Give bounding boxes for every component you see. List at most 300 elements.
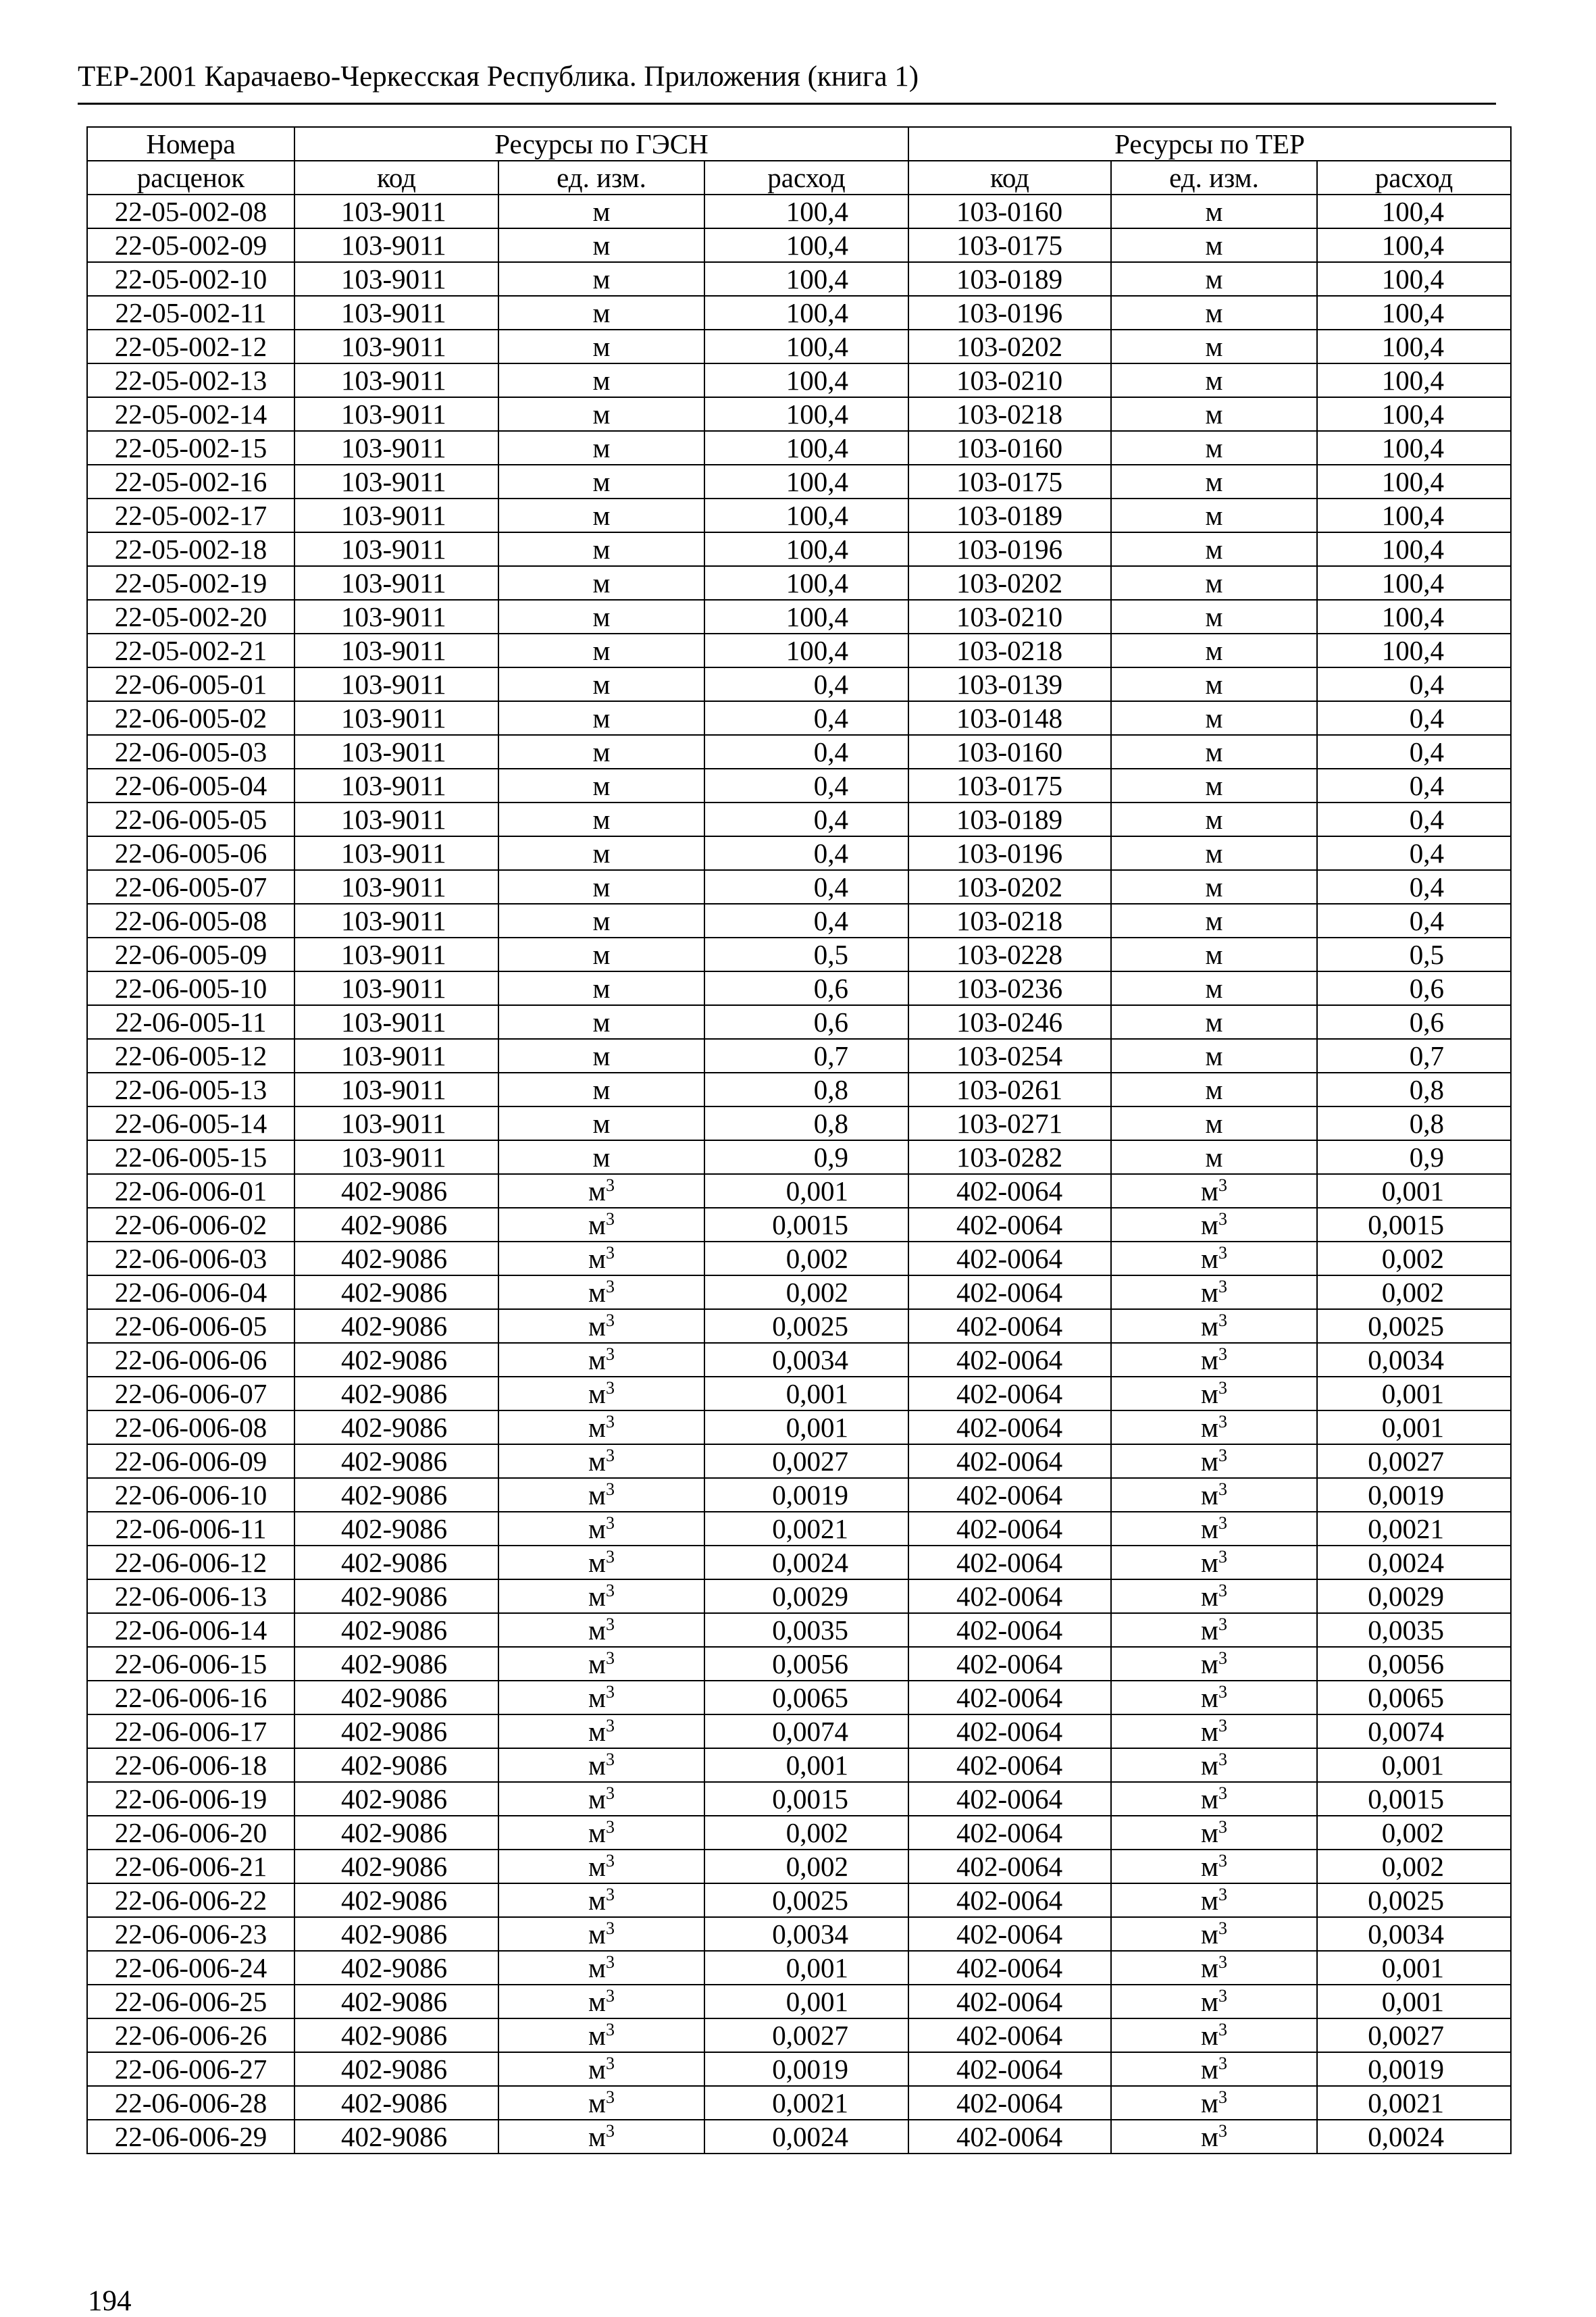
cell-ter-unit: $м^3$ [1111, 1208, 1317, 1242]
cell-rate-number: 22-06-005-10 [87, 971, 294, 1005]
table-row [87, 532, 1511, 566]
cell-gesn-amount: 100,4 [704, 600, 908, 634]
cell-gesn-code: 402-9086 [294, 1681, 498, 1714]
cell-ter-code: 103-0160 [908, 431, 1111, 465]
cell-ter-amount: 0,002 [1317, 1242, 1511, 1275]
table-row [87, 1208, 1511, 1242]
table-row [87, 1512, 1511, 1546]
cell-ter-amount: 0,0019 [1317, 1478, 1511, 1512]
cell-ter-amount: 0,001 [1317, 1174, 1511, 1208]
cell-ter-unit: м [1111, 397, 1317, 431]
cell-gesn-code: 402-9086 [294, 1951, 498, 1985]
cell-gesn-unit: $м^3$ [498, 1850, 704, 1883]
cell-gesn-code: 103-9011 [294, 836, 498, 870]
cell-gesn-unit: м [498, 701, 704, 735]
cell-rate-number: 22-06-006-01 [87, 1174, 294, 1208]
cell-gesn-unit: $м^3$ [498, 1208, 704, 1242]
table-row [87, 2120, 1511, 2154]
cell-gesn-unit: м [498, 228, 704, 262]
cell-ter-unit: $м^3$ [1111, 1647, 1317, 1681]
cell-gesn-amount: 0,4 [704, 769, 908, 803]
cell-gesn-code: 402-9086 [294, 1174, 498, 1208]
cell-ter-amount: 0,002 [1317, 1850, 1511, 1883]
cell-ter-unit: м [1111, 330, 1317, 363]
cell-ter-unit: м [1111, 667, 1317, 701]
cell-ter-unit: м [1111, 499, 1317, 532]
cell-rate-number: 22-06-006-23 [87, 1917, 294, 1951]
cell-gesn-code: 103-9011 [294, 431, 498, 465]
header-numbers: Номера [87, 127, 294, 161]
cell-gesn-code: 103-9011 [294, 1106, 498, 1140]
cell-ter-code: 103-0246 [908, 1005, 1111, 1039]
cell-ter-amount: 0,8 [1317, 1073, 1511, 1106]
cell-gesn-unit: м [498, 566, 704, 600]
cell-ter-code: 103-0175 [908, 228, 1111, 262]
cell-rate-number: 22-06-006-12 [87, 1546, 294, 1579]
cell-ter-code: 402-0064 [908, 1850, 1111, 1883]
cell-ter-unit: $м^3$ [1111, 1512, 1317, 1546]
table-row [87, 1174, 1511, 1208]
cell-gesn-unit: м [498, 363, 704, 397]
cell-rate-number: 22-06-006-08 [87, 1410, 294, 1444]
cell-ter-unit: м [1111, 870, 1317, 904]
cell-gesn-code: 103-9011 [294, 566, 498, 600]
table-row [87, 195, 1511, 228]
cell-ter-unit: $м^3$ [1111, 2120, 1317, 2154]
cell-ter-code: 103-0202 [908, 870, 1111, 904]
table-row [87, 1714, 1511, 1748]
cell-ter-code: 402-0064 [908, 1951, 1111, 1985]
cell-rate-number: 22-05-002-14 [87, 397, 294, 431]
cell-gesn-unit: $м^3$ [498, 2052, 704, 2086]
table-row [87, 904, 1511, 938]
cell-gesn-amount: 100,4 [704, 195, 908, 228]
header-ter-resources: Ресурсы по ТЕР [908, 127, 1511, 161]
cell-gesn-unit: м [498, 1039, 704, 1073]
cell-ter-code: 402-0064 [908, 1714, 1111, 1748]
table-row [87, 330, 1511, 363]
cell-ter-unit: $м^3$ [1111, 1444, 1317, 1478]
cell-rate-number: 22-06-006-07 [87, 1377, 294, 1410]
cell-gesn-code: 402-9086 [294, 1275, 498, 1309]
cell-gesn-unit: $м^3$ [498, 1242, 704, 1275]
cell-rate-number: 22-06-005-14 [87, 1106, 294, 1140]
cell-gesn-amount: 0,0025 [704, 1883, 908, 1917]
table-row [87, 566, 1511, 600]
cell-ter-amount: 0,0035 [1317, 1613, 1511, 1647]
cell-ter-amount: 0,0025 [1317, 1309, 1511, 1343]
cell-gesn-code: 402-9086 [294, 1985, 498, 2018]
cell-gesn-unit: м [498, 735, 704, 769]
cell-ter-amount: 100,4 [1317, 363, 1511, 397]
cell-ter-amount: 0,4 [1317, 701, 1511, 735]
cell-gesn-unit: м [498, 532, 704, 566]
cell-ter-code: 402-0064 [908, 1816, 1111, 1850]
cell-gesn-code: 103-9011 [294, 971, 498, 1005]
cell-gesn-amount: 0,002 [704, 1816, 908, 1850]
header-rates: расценок [87, 161, 294, 195]
cell-ter-amount: 0,0024 [1317, 2120, 1511, 2154]
cell-gesn-unit: $м^3$ [498, 1714, 704, 1748]
cell-gesn-code: 103-9011 [294, 904, 498, 938]
cell-gesn-code: 103-9011 [294, 803, 498, 836]
table-row [87, 600, 1511, 634]
header-gesn-amount: расход [704, 161, 908, 195]
cell-ter-code: 103-0271 [908, 1106, 1111, 1140]
cell-ter-amount: 0,5 [1317, 938, 1511, 971]
cell-gesn-code: 103-9011 [294, 1073, 498, 1106]
cell-gesn-amount: 100,4 [704, 228, 908, 262]
cell-gesn-unit: $м^3$ [498, 1917, 704, 1951]
cell-gesn-amount: 100,4 [704, 397, 908, 431]
cell-gesn-amount: 100,4 [704, 431, 908, 465]
cell-rate-number: 22-06-005-12 [87, 1039, 294, 1073]
cell-gesn-code: 103-9011 [294, 769, 498, 803]
cell-ter-unit: $м^3$ [1111, 1343, 1317, 1377]
cell-gesn-unit: $м^3$ [498, 2086, 704, 2120]
cell-ter-unit: $м^3$ [1111, 1613, 1317, 1647]
cell-ter-amount: 0,4 [1317, 735, 1511, 769]
table-row [87, 1343, 1511, 1377]
cell-gesn-unit: $м^3$ [498, 1748, 704, 1782]
cell-gesn-code: 103-9011 [294, 228, 498, 262]
cell-rate-number: 22-06-006-10 [87, 1478, 294, 1512]
cell-gesn-unit: м [498, 803, 704, 836]
cell-gesn-code: 103-9011 [294, 397, 498, 431]
cell-gesn-unit: м [498, 938, 704, 971]
cell-ter-code: 402-0064 [908, 1410, 1111, 1444]
cell-gesn-unit: $м^3$ [498, 1681, 704, 1714]
table-body [87, 195, 1511, 2154]
table-row [87, 1816, 1511, 1850]
cell-gesn-amount: 0,4 [704, 667, 908, 701]
cell-ter-unit: м [1111, 769, 1317, 803]
cell-rate-number: 22-05-002-19 [87, 566, 294, 600]
cell-gesn-code: 103-9011 [294, 735, 498, 769]
cell-ter-amount: 0,4 [1317, 904, 1511, 938]
table-row [87, 1681, 1511, 1714]
cell-gesn-code: 103-9011 [294, 499, 498, 532]
cell-ter-amount: 100,4 [1317, 499, 1511, 532]
cell-gesn-code: 402-9086 [294, 2086, 498, 2120]
cell-ter-code: 103-0196 [908, 836, 1111, 870]
cell-gesn-amount: 100,4 [704, 465, 908, 499]
cell-ter-unit: м [1111, 532, 1317, 566]
cell-ter-code: 402-0064 [908, 2086, 1111, 2120]
cell-gesn-amount: 0,9 [704, 1140, 908, 1174]
cell-ter-code: 103-0218 [908, 397, 1111, 431]
table-row [87, 1410, 1511, 1444]
cell-ter-unit: м [1111, 1140, 1317, 1174]
cell-ter-code: 103-0160 [908, 195, 1111, 228]
cell-ter-unit: $м^3$ [1111, 1174, 1317, 1208]
cell-ter-code: 103-0282 [908, 1140, 1111, 1174]
cell-gesn-amount: 0,0015 [704, 1782, 908, 1816]
cell-gesn-amount: 100,4 [704, 532, 908, 566]
cell-gesn-code: 402-9086 [294, 1309, 498, 1343]
cell-ter-unit: $м^3$ [1111, 1579, 1317, 1613]
cell-ter-code: 402-0064 [908, 1275, 1111, 1309]
cell-gesn-code: 402-9086 [294, 1850, 498, 1883]
cell-ter-unit: м [1111, 803, 1317, 836]
cell-ter-unit: м [1111, 971, 1317, 1005]
cell-ter-unit: $м^3$ [1111, 1985, 1317, 2018]
cell-rate-number: 22-06-006-11 [87, 1512, 294, 1546]
table-row [87, 1242, 1511, 1275]
cell-gesn-amount: 0,0021 [704, 1512, 908, 1546]
cell-ter-code: 402-0064 [908, 1242, 1111, 1275]
cell-ter-unit: м [1111, 363, 1317, 397]
cell-ter-code: 103-0148 [908, 701, 1111, 735]
cell-gesn-unit: м [498, 1073, 704, 1106]
cell-gesn-unit: м [498, 1140, 704, 1174]
cell-gesn-amount: 100,4 [704, 296, 908, 330]
cell-ter-unit: $м^3$ [1111, 2052, 1317, 2086]
table-row [87, 1782, 1511, 1816]
cell-ter-amount: 100,4 [1317, 262, 1511, 296]
table-row [87, 1309, 1511, 1343]
cell-ter-unit: $м^3$ [1111, 1275, 1317, 1309]
cell-ter-amount: 100,4 [1317, 465, 1511, 499]
table-row [87, 1850, 1511, 1883]
cell-rate-number: 22-05-002-13 [87, 363, 294, 397]
cell-rate-number: 22-05-002-08 [87, 195, 294, 228]
cell-ter-amount: 0,4 [1317, 803, 1511, 836]
cell-gesn-amount: 100,4 [704, 363, 908, 397]
table-row [87, 836, 1511, 870]
cell-ter-unit: м [1111, 904, 1317, 938]
cell-gesn-amount: 0,4 [704, 735, 908, 769]
cell-gesn-unit: м [498, 1106, 704, 1140]
cell-gesn-amount: 0,0035 [704, 1613, 908, 1647]
table-row [87, 735, 1511, 769]
table-row [87, 1951, 1511, 1985]
cell-ter-code: 402-0064 [908, 1343, 1111, 1377]
cell-ter-code: 402-0064 [908, 1444, 1111, 1478]
cell-ter-unit: $м^3$ [1111, 1883, 1317, 1917]
cell-gesn-code: 402-9086 [294, 1444, 498, 1478]
cell-ter-amount: 0,0027 [1317, 1444, 1511, 1478]
cell-gesn-unit: $м^3$ [498, 1579, 704, 1613]
cell-gesn-unit: м [498, 330, 704, 363]
cell-ter-code: 402-0064 [908, 1681, 1111, 1714]
cell-gesn-amount: 0,0019 [704, 2052, 908, 2086]
cell-ter-unit: $м^3$ [1111, 1242, 1317, 1275]
cell-gesn-code: 103-9011 [294, 701, 498, 735]
cell-gesn-unit: м [498, 634, 704, 667]
header-ter-amount: расход [1317, 161, 1511, 195]
header-ter-code: код [908, 161, 1111, 195]
table-row [87, 262, 1511, 296]
cell-gesn-code: 402-9086 [294, 2120, 498, 2154]
cell-rate-number: 22-05-002-20 [87, 600, 294, 634]
cell-ter-code: 103-0202 [908, 330, 1111, 363]
cell-gesn-code: 402-9086 [294, 1242, 498, 1275]
cell-gesn-unit: м [498, 870, 704, 904]
cell-gesn-unit: $м^3$ [498, 1377, 704, 1410]
cell-ter-amount: 100,4 [1317, 566, 1511, 600]
table-row [87, 2018, 1511, 2052]
cell-ter-code: 402-0064 [908, 1917, 1111, 1951]
cell-ter-code: 402-0064 [908, 1647, 1111, 1681]
cell-ter-code: 103-0196 [908, 532, 1111, 566]
table-row [87, 228, 1511, 262]
page-header-title: ТЕР-2001 Карачаево-Черкесская Республика. Приложения (книга 1) [78, 61, 919, 93]
cell-rate-number: 22-05-002-10 [87, 262, 294, 296]
cell-gesn-code: 402-9086 [294, 1546, 498, 1579]
header-gesn-unit: ед. изм. [498, 161, 704, 195]
cell-ter-unit: м [1111, 938, 1317, 971]
table-row [87, 634, 1511, 667]
cell-gesn-amount: 0,0021 [704, 2086, 908, 2120]
cell-gesn-unit: $м^3$ [498, 1309, 704, 1343]
cell-rate-number: 22-06-006-19 [87, 1782, 294, 1816]
cell-ter-unit: м [1111, 701, 1317, 735]
cell-ter-code: 103-0261 [908, 1073, 1111, 1106]
header-ter-unit: ед. изм. [1111, 161, 1317, 195]
cell-ter-code: 402-0064 [908, 2018, 1111, 2052]
cell-gesn-code: 402-9086 [294, 1343, 498, 1377]
cell-ter-amount: 0,0024 [1317, 1546, 1511, 1579]
cell-gesn-amount: 100,4 [704, 499, 908, 532]
cell-ter-unit: м [1111, 262, 1317, 296]
cell-ter-amount: 0,001 [1317, 1951, 1511, 1985]
cell-rate-number: 22-06-006-25 [87, 1985, 294, 2018]
cell-rate-number: 22-06-006-29 [87, 2120, 294, 2154]
cell-gesn-code: 103-9011 [294, 870, 498, 904]
cell-ter-amount: 0,0027 [1317, 2018, 1511, 2052]
cell-rate-number: 22-05-002-16 [87, 465, 294, 499]
cell-rate-number: 22-06-006-27 [87, 2052, 294, 2086]
cell-gesn-unit: $м^3$ [498, 1546, 704, 1579]
cell-gesn-code: 103-9011 [294, 1039, 498, 1073]
cell-gesn-amount: 0,0029 [704, 1579, 908, 1613]
cell-ter-amount: 100,4 [1317, 532, 1511, 566]
cell-gesn-code: 402-9086 [294, 2052, 498, 2086]
table-row [87, 1444, 1511, 1478]
cell-ter-unit: $м^3$ [1111, 1748, 1317, 1782]
cell-gesn-code: 402-9086 [294, 1816, 498, 1850]
cell-ter-unit: м [1111, 634, 1317, 667]
cell-rate-number: 22-06-006-21 [87, 1850, 294, 1883]
table-row [87, 1039, 1511, 1073]
cell-rate-number: 22-06-006-17 [87, 1714, 294, 1748]
cell-gesn-amount: 0,0027 [704, 1444, 908, 1478]
cell-gesn-code: 402-9086 [294, 1377, 498, 1410]
table-row [87, 363, 1511, 397]
cell-ter-unit: $м^3$ [1111, 2018, 1317, 2052]
cell-ter-code: 103-0189 [908, 803, 1111, 836]
cell-ter-amount: 0,0056 [1317, 1647, 1511, 1681]
cell-ter-amount: 0,0015 [1317, 1782, 1511, 1816]
cell-gesn-amount: 0,001 [704, 1410, 908, 1444]
cell-gesn-amount: 0,5 [704, 938, 908, 971]
table-row [87, 1985, 1511, 2018]
cell-ter-amount: 0,001 [1317, 1748, 1511, 1782]
cell-rate-number: 22-06-006-04 [87, 1275, 294, 1309]
cell-rate-number: 22-06-006-16 [87, 1681, 294, 1714]
cell-gesn-amount: 0,0024 [704, 2120, 908, 2154]
cell-rate-number: 22-06-005-09 [87, 938, 294, 971]
table-row [87, 1140, 1511, 1174]
cell-ter-code: 103-0210 [908, 600, 1111, 634]
cell-gesn-code: 103-9011 [294, 667, 498, 701]
cell-gesn-code: 402-9086 [294, 1478, 498, 1512]
cell-rate-number: 22-06-005-04 [87, 769, 294, 803]
cell-rate-number: 22-06-005-01 [87, 667, 294, 701]
table-row [87, 1005, 1511, 1039]
cell-ter-unit: $м^3$ [1111, 2086, 1317, 2120]
cell-ter-amount: 0,4 [1317, 769, 1511, 803]
cell-gesn-unit: м [498, 1005, 704, 1039]
cell-gesn-amount: 0,0015 [704, 1208, 908, 1242]
cell-rate-number: 22-06-006-05 [87, 1309, 294, 1343]
cell-gesn-amount: 0,8 [704, 1073, 908, 1106]
cell-ter-amount: 0,9 [1317, 1140, 1511, 1174]
table-group-header-row [87, 127, 1511, 161]
cell-gesn-code: 402-9086 [294, 1208, 498, 1242]
cell-gesn-code: 402-9086 [294, 1748, 498, 1782]
cell-gesn-amount: 0,001 [704, 1377, 908, 1410]
cell-gesn-code: 402-9086 [294, 1512, 498, 1546]
cell-gesn-unit: м [498, 499, 704, 532]
header-gesn-resources: Ресурсы по ГЭСН [294, 127, 908, 161]
cell-ter-amount: 0,4 [1317, 667, 1511, 701]
cell-gesn-unit: м [498, 971, 704, 1005]
cell-ter-amount: 100,4 [1317, 431, 1511, 465]
cell-ter-code: 103-0139 [908, 667, 1111, 701]
cell-gesn-amount: 0,0027 [704, 2018, 908, 2052]
cell-gesn-unit: м [498, 465, 704, 499]
page-number: 194 [88, 2285, 132, 2317]
cell-ter-amount: 0,0065 [1317, 1681, 1511, 1714]
cell-ter-amount: 0,002 [1317, 1275, 1511, 1309]
cell-ter-code: 103-0210 [908, 363, 1111, 397]
cell-rate-number: 22-05-002-17 [87, 499, 294, 532]
cell-gesn-amount: 0,0024 [704, 1546, 908, 1579]
table-row [87, 971, 1511, 1005]
cell-ter-code: 402-0064 [908, 2120, 1111, 2154]
cell-ter-code: 103-0218 [908, 634, 1111, 667]
table-row [87, 296, 1511, 330]
cell-gesn-unit: $м^3$ [498, 1613, 704, 1647]
cell-gesn-unit: $м^3$ [498, 2018, 704, 2052]
cell-ter-code: 402-0064 [908, 1174, 1111, 1208]
cell-ter-code: 103-0160 [908, 735, 1111, 769]
cell-rate-number: 22-05-002-11 [87, 296, 294, 330]
cell-ter-unit: м [1111, 566, 1317, 600]
resource-mapping-table [86, 126, 1512, 2154]
cell-gesn-code: 103-9011 [294, 1005, 498, 1039]
cell-rate-number: 22-05-002-15 [87, 431, 294, 465]
cell-gesn-amount: 0,002 [704, 1850, 908, 1883]
cell-gesn-unit: $м^3$ [498, 1174, 704, 1208]
cell-gesn-unit: м [498, 296, 704, 330]
table-row [87, 1647, 1511, 1681]
table-row [87, 1546, 1511, 1579]
cell-ter-code: 402-0064 [908, 1613, 1111, 1647]
cell-ter-unit: $м^3$ [1111, 1850, 1317, 1883]
cell-gesn-code: 402-9086 [294, 1579, 498, 1613]
table-row [87, 1579, 1511, 1613]
cell-gesn-unit: м [498, 600, 704, 634]
cell-ter-amount: 0,002 [1317, 1816, 1511, 1850]
cell-ter-unit: $м^3$ [1111, 1546, 1317, 1579]
cell-ter-amount: 100,4 [1317, 330, 1511, 363]
cell-ter-unit: $м^3$ [1111, 1681, 1317, 1714]
table-row [87, 667, 1511, 701]
cell-ter-unit: м [1111, 1106, 1317, 1140]
